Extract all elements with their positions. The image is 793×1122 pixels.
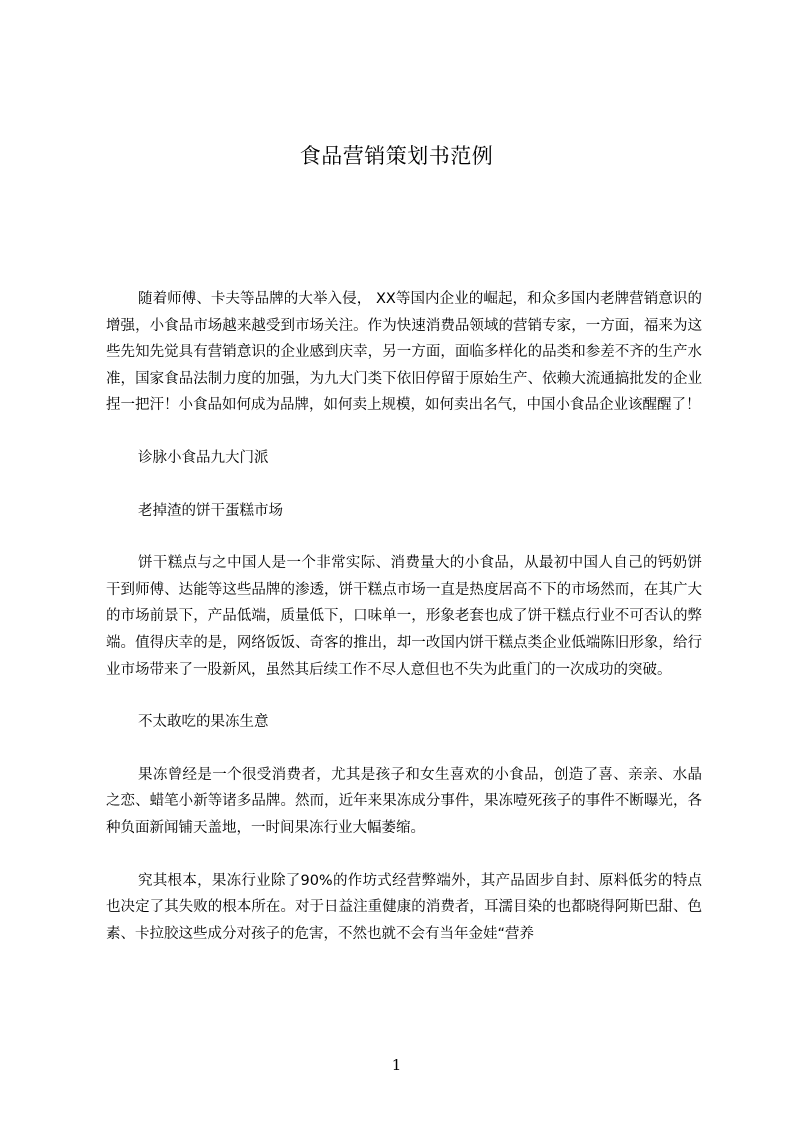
jelly-analysis-paragraph: 究其根本，果冻行业除了90%的作坊式经营弊端外，其产品固步自封、原料低劣的特点也决定了其失败的根本所在。对于日益注重健康的消费者，耳濡目染的也都晓得阿斯巴甜、色素、卡拉胶这些成分对孩子的危害，不然也就不会有当年金娃“营养 [106, 872, 702, 942]
biscuit-cake-paragraph: 饼干糕点与之中国人是一个非常实际、消费量大的小食品，从最初中国人自己的钙奶饼干到师傅、达能等这些品牌的渗透，饼干糕点市场一直是热度居高不下的市场然而，在其广大的市场前景下，产品低端，质量低下，口味单一，形象老套也成了饼干糕点行业不可否认的弊端。值得庆幸的是，网络饭饭、奇客的推出，却一改国内饼干糕点类企业低端陈旧形象，给行业市场带来了一股新风，虽然其后续工作不尽人意但也不失为此重门的一次成功的突破。 [106, 555, 702, 678]
subsection-heading-jelly: 不太敢吃的果冻生意 [138, 714, 269, 731]
document-title: 食品营销策划书范例 [299, 144, 494, 168]
page-number: 1 [391, 1056, 402, 1074]
document-body [106, 286, 702, 973]
jelly-paragraph: 果冻曾经是一个很受消费者，尤其是孩子和女生喜欢的小食品，创造了喜、亲亲、水晶之恋、蜡笔小新等诸多品牌。然而，近年来果冻成分事件，果冻噎死孩子的事件不断曝光，各种负面新闻铺天盖地，一时间果冻行业大幅萎缩。 [106, 766, 702, 836]
section-heading-nine-schools: 诊脉小食品九大门派 [138, 449, 269, 466]
subsection-heading-biscuit-cake: 老掉渣的饼干蛋糕市场 [138, 502, 283, 519]
intro-paragraph: 随着师傅、卡夫等品牌的大举入侵， XX等国内企业的崛起，和众多国内老牌营销意识的增强，小食品市场越来越受到市场关注。作为快速消费品领域的营销专家，一方面，福来为这些先知先觉具有营销意识的企业感到庆幸，另一方面，面临多样化的品类和参差不齐的生产水准，国家食品法制力度的加强，为九大门类下依旧停留于原始生产、依赖大流通搞批发的企业捏一把汗！小食品如何成为品牌，如何卖上规模，如何卖出名气，中国小食品企业该醒醒了！ [106, 291, 702, 414]
